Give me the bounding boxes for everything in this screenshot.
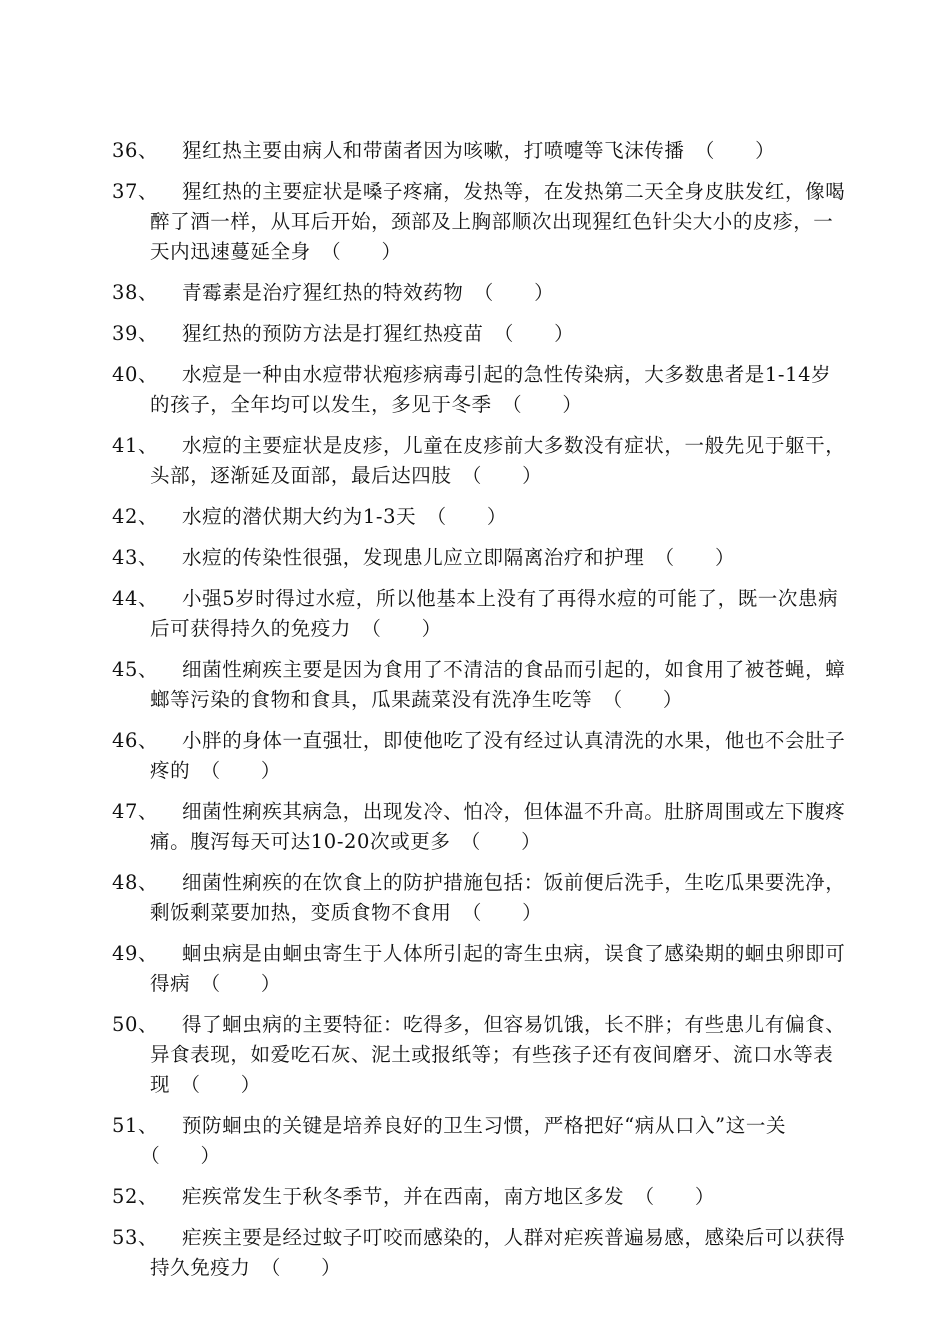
question-text: 水痘的主要症状是皮疹，儿童在皮疹前大多数没有症状，一般先见于躯干，头部，逐渐延及面部，最后达四肢 bbox=[150, 434, 846, 487]
question-text-block bbox=[150, 1182, 847, 1212]
answer-bracket[interactable]: （ ） bbox=[150, 1144, 221, 1167]
question-item bbox=[112, 360, 847, 420]
question-text-block bbox=[150, 584, 847, 644]
question-number: 51、 bbox=[112, 1114, 159, 1137]
answer-bracket[interactable]: （ ） bbox=[210, 759, 281, 782]
question-item bbox=[112, 319, 847, 349]
question-text-block bbox=[150, 502, 847, 532]
answer-bracket[interactable]: （ ） bbox=[612, 688, 683, 711]
question-text: 疟疾常发生于秋冬季节，并在西南，南方地区多发 bbox=[182, 1185, 625, 1208]
question-number: 42、 bbox=[112, 505, 159, 528]
question-number: 46、 bbox=[112, 729, 159, 752]
question-number: 39、 bbox=[112, 322, 159, 345]
question-number: 49、 bbox=[112, 942, 159, 965]
answer-bracket[interactable]: （ ） bbox=[190, 1073, 261, 1096]
question-number: 41、 bbox=[112, 434, 159, 457]
question-text: 细菌性痢疾的在饮食上的防护措施包括：饭前便后洗手，生吃瓜果要洗净，剩饭剩菜要加热，变质食物不食用 bbox=[150, 871, 846, 924]
answer-bracket[interactable]: （ ） bbox=[483, 281, 555, 304]
answer-bracket[interactable]: （ ） bbox=[644, 1185, 715, 1208]
question-text: 细菌性痢疾主要是因为食用了不清洁的食品而引起的，如食用了被苍蝇，蟑螂等污染的食物和食具，瓜果蔬菜没有洗净生吃等 bbox=[150, 658, 846, 711]
question-number: 50、 bbox=[112, 1013, 159, 1036]
question-text: 蛔虫病是由蛔虫寄生于人体所引起的寄生虫病，误食了感染期的蛔虫卵即可得病 bbox=[150, 942, 846, 995]
answer-bracket[interactable]: （ ） bbox=[503, 322, 575, 345]
question-text-block bbox=[150, 543, 847, 573]
question-number: 52、 bbox=[112, 1185, 159, 1208]
question-text: 疟疾主要是经过蚊子叮咬而感染的，人群对疟疾普遍易感，感染后可以获得持久免疫力 bbox=[150, 1226, 846, 1279]
question-text: 青霉素是治疗猩红热的特效药物 bbox=[182, 281, 464, 304]
question-number: 38、 bbox=[112, 281, 159, 304]
question-item bbox=[112, 655, 847, 715]
question-item bbox=[112, 543, 847, 573]
question-number: 45、 bbox=[112, 658, 159, 681]
question-item bbox=[112, 431, 847, 491]
question-text-block bbox=[150, 726, 847, 786]
question-text: 小强5岁时得过水痘，所以他基本上没有了再得水痘的可能了，既一次患病后可获得持久的免疫力 bbox=[150, 587, 839, 640]
answer-bracket[interactable]: （ ） bbox=[270, 1256, 342, 1279]
question-item bbox=[112, 177, 847, 267]
answer-bracket[interactable]: （ ） bbox=[470, 830, 542, 853]
question-text-block bbox=[150, 655, 847, 715]
question-item bbox=[112, 868, 847, 928]
question-text: 水痘的传染性很强，发现患儿应立即隔离治疗和护理 bbox=[182, 546, 645, 569]
question-item bbox=[112, 502, 847, 532]
question-text-block bbox=[150, 939, 847, 999]
question-item bbox=[112, 136, 847, 166]
question-item bbox=[112, 939, 847, 999]
question-text: 猩红热的预防方法是打猩红热疫苗 bbox=[182, 322, 484, 345]
answer-bracket[interactable]: （ ） bbox=[704, 139, 776, 162]
question-number: 37、 bbox=[112, 180, 159, 203]
question-item bbox=[112, 278, 847, 308]
answer-bracket[interactable]: （ ） bbox=[471, 464, 543, 487]
question-text: 小胖的身体一直强壮，即使他吃了没有经过认真清洗的水果，他也不会肚子疼的 bbox=[150, 729, 846, 782]
answer-bracket[interactable]: （ ） bbox=[371, 617, 442, 640]
question-item bbox=[112, 1010, 847, 1100]
question-item bbox=[112, 1111, 847, 1171]
question-item bbox=[112, 584, 847, 644]
question-text-block bbox=[150, 278, 847, 308]
question-item bbox=[112, 1182, 847, 1212]
question-text-block bbox=[150, 1223, 847, 1283]
question-number: 47、 bbox=[112, 800, 159, 823]
question-text-block bbox=[150, 360, 847, 420]
question-text: 得了蛔虫病的主要特征：吃得多，但容易饥饿，长不胖；有些患儿有偏食、异食表现，如爱吃石灰、泥土或报纸等；有些孩子还有夜间磨牙、流口水等表现 bbox=[150, 1013, 846, 1096]
question-number: 44、 bbox=[112, 587, 159, 610]
question-number: 48、 bbox=[112, 871, 159, 894]
question-text: 细菌性痢疾其病急，出现发冷、怕冷，但体温不升高。肚脐周围或左下腹疼痛。腹泻每天可达10-20次或更多 bbox=[150, 800, 846, 853]
question-text-block bbox=[150, 431, 847, 491]
question-text-block bbox=[150, 868, 847, 928]
question-text: 猩红热主要由病人和带菌者因为咳嗽，打喷嚏等飞沫传播 bbox=[182, 139, 685, 162]
answer-bracket[interactable]: （ ） bbox=[664, 546, 736, 569]
question-item bbox=[112, 726, 847, 786]
question-text-block bbox=[150, 1010, 847, 1100]
answer-bracket[interactable]: （ ） bbox=[330, 240, 402, 263]
question-number: 53、 bbox=[112, 1226, 159, 1249]
question-text-block bbox=[150, 319, 847, 349]
question-item bbox=[112, 1223, 847, 1283]
answer-bracket[interactable]: （ ） bbox=[436, 505, 507, 528]
question-text-block bbox=[150, 1111, 847, 1171]
question-text-block bbox=[150, 797, 847, 857]
answer-bracket[interactable]: （ ） bbox=[511, 393, 583, 416]
question-item bbox=[112, 797, 847, 857]
answer-bracket[interactable]: （ ） bbox=[471, 901, 543, 924]
question-text: 水痘是一种由水痘带状疱疹病毒引起的急性传染病，大多数患者是1-14岁的孩子，全年均可以发生，多见于冬季 bbox=[150, 363, 832, 416]
question-text: 预防蛔虫的关键是培养良好的卫生习惯，严格把好“病从口入”这一关 bbox=[182, 1114, 787, 1137]
question-text-block bbox=[150, 177, 847, 267]
question-number: 43、 bbox=[112, 546, 159, 569]
question-text: 猩红热的主要症状是嗓子疼痛，发热等，在发热第二天全身皮肤发红，像喝醉了酒一样，从耳后开始，颈部及上胸部顺次出现猩红色针尖大小的皮疹，一天内迅速蔓延全身 bbox=[150, 180, 846, 263]
question-text-block bbox=[150, 136, 847, 166]
question-number: 36、 bbox=[112, 139, 159, 162]
answer-bracket[interactable]: （ ） bbox=[210, 972, 281, 995]
question-text: 水痘的潜伏期大约为1-3天 bbox=[182, 505, 417, 528]
question-number: 40、 bbox=[112, 363, 159, 386]
question-list bbox=[112, 136, 847, 1294]
